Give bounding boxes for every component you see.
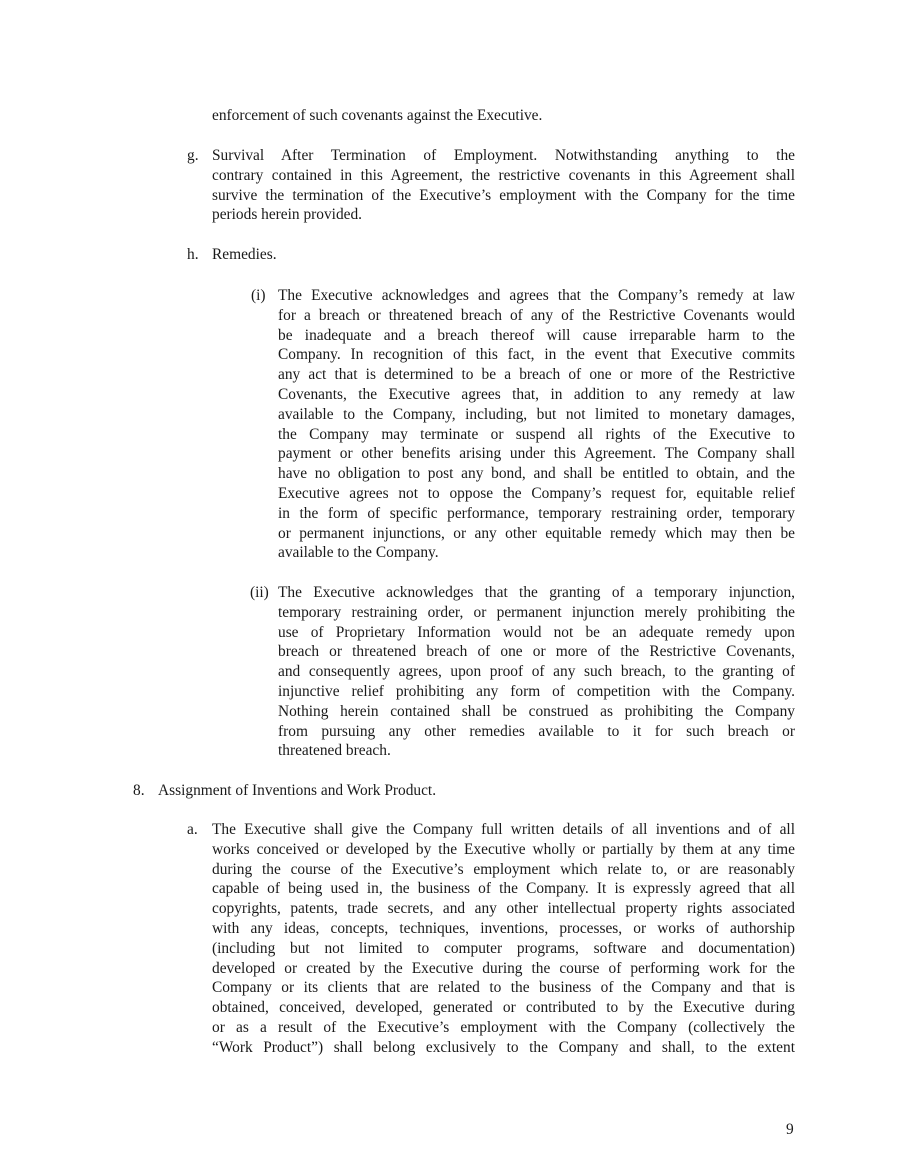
section-8a-label: a.	[187, 821, 198, 838]
section-g-label: g.	[187, 147, 199, 164]
section-8-label: 8.	[133, 782, 145, 799]
text-line: The Executive acknowledges that the granting of a temporary injunction,	[278, 584, 795, 601]
text-line: during the course of the Executive’s employment which relate to, or are reasonably	[212, 860, 795, 878]
text-line: survive the termination of the Executive’s employment with the Company for the time	[212, 186, 795, 204]
text-line: threatened breach.	[278, 742, 391, 760]
text-line: with any ideas, concepts, techniques, inventions, processes, or works of authorship	[212, 919, 795, 937]
text-line: works conceived or developed by the Executive wholly or partially by them at any time	[212, 840, 795, 858]
text-line: Company or its clients that are related to the business of the Company and that is	[212, 979, 795, 997]
text-line: “Work Product”) shall belong exclusively to the Company and shall, to the extent	[212, 1038, 795, 1056]
text-line: contrary contained in this Agreement, the restrictive covenants in this Agreement shall	[212, 166, 795, 184]
text-line: Company. In recognition of this fact, in the event that Executive commits	[278, 346, 795, 364]
subsection-i-paragraph	[278, 286, 795, 563]
text-line: Survival After Termination of Employment. Notwithstanding anything to the	[212, 147, 795, 164]
text-line: periods herein provided.	[212, 206, 363, 224]
text-line: developed or created by the Executive during the course of performing work for the	[212, 959, 795, 977]
text-line: The Executive shall give the Company full written details of all inventions and of all	[212, 821, 795, 838]
text-line: in the form of specific performance, temporary restraining order, temporary	[278, 504, 795, 522]
subsection-ii-paragraph	[278, 583, 795, 761]
text-line: injunctive relief prohibiting any form of competition with the Company.	[278, 682, 795, 700]
text-line: Executive agrees not to oppose the Company’s request for, equitable relief	[278, 484, 795, 502]
text-line: temporary restraining order, or permanent injunction merely prohibiting the	[278, 603, 795, 621]
text-line: have no obligation to post any bond, and shall be entitled to obtain, and the	[278, 465, 795, 483]
text-line: breach or threatened breach of one or more of the Restrictive Covenants,	[278, 643, 795, 661]
text-line: available to the Company, including, but not limited to monetary damages,	[278, 405, 795, 423]
section-h-label: h.	[187, 246, 199, 263]
text-line: use of Proprietary Information would not be an adequate remedy upon	[278, 623, 795, 641]
section-8-heading	[158, 781, 558, 801]
page-number: 9	[786, 1121, 794, 1138]
subsection-ii-label: (ii)	[250, 584, 269, 601]
section-g-survival-paragraph	[212, 146, 795, 225]
text-line: available to the Company.	[278, 544, 439, 562]
text-line: for a breach or threatened breach of any of the Restrictive Covenants would	[278, 306, 795, 324]
text-line: and consequently agrees, upon proof of any such breach, to the granting of	[278, 663, 795, 681]
text-line: be inadequate and a breach thereof will cause irreparable harm to the	[278, 326, 795, 344]
text-line: The Executive acknowledges and agrees that the Company’s remedy at law	[278, 287, 795, 304]
text-line: from pursuing any other remedies available to it for such breach or	[278, 722, 795, 740]
text-line: enforcement of such covenants against the Executive.	[212, 107, 543, 124]
text-line: Remedies.	[212, 246, 277, 263]
section-8a-paragraph	[212, 820, 795, 1058]
text-line: the Company may terminate or suspend all rights of the Executive to	[278, 425, 795, 443]
section-h-remedies-heading	[212, 245, 412, 265]
text-line: or as a result of the Executive’s employment with the Company (collectively the	[212, 1018, 795, 1036]
continuation-paragraph	[212, 106, 612, 126]
text-line: any act that is determined to be a breach of one or more of the Restrictive	[278, 366, 795, 384]
subsection-i-label: (i)	[251, 287, 266, 304]
text-line: copyrights, patents, trade secrets, and any other intellectual property rights associated	[212, 900, 795, 918]
text-line: (including but not limited to computer programs, software and documentation)	[212, 939, 795, 957]
text-line: Assignment of Inventions and Work Product.	[158, 782, 437, 799]
text-line: capable of being used in, the business of the Company. It is expressly agreed that all	[212, 880, 795, 898]
text-line: Nothing herein contained shall be construed as prohibiting the Company	[278, 702, 795, 720]
text-line: Covenants, the Executive agrees that, in addition to any remedy at law	[278, 385, 795, 403]
text-line: payment or other benefits arising under this Agreement. The Company shall	[278, 445, 795, 463]
text-line: or permanent injunctions, or any other equitable remedy which may then be	[278, 524, 795, 542]
text-line: obtained, conceived, developed, generated or contributed to by the Executive during	[212, 999, 795, 1017]
